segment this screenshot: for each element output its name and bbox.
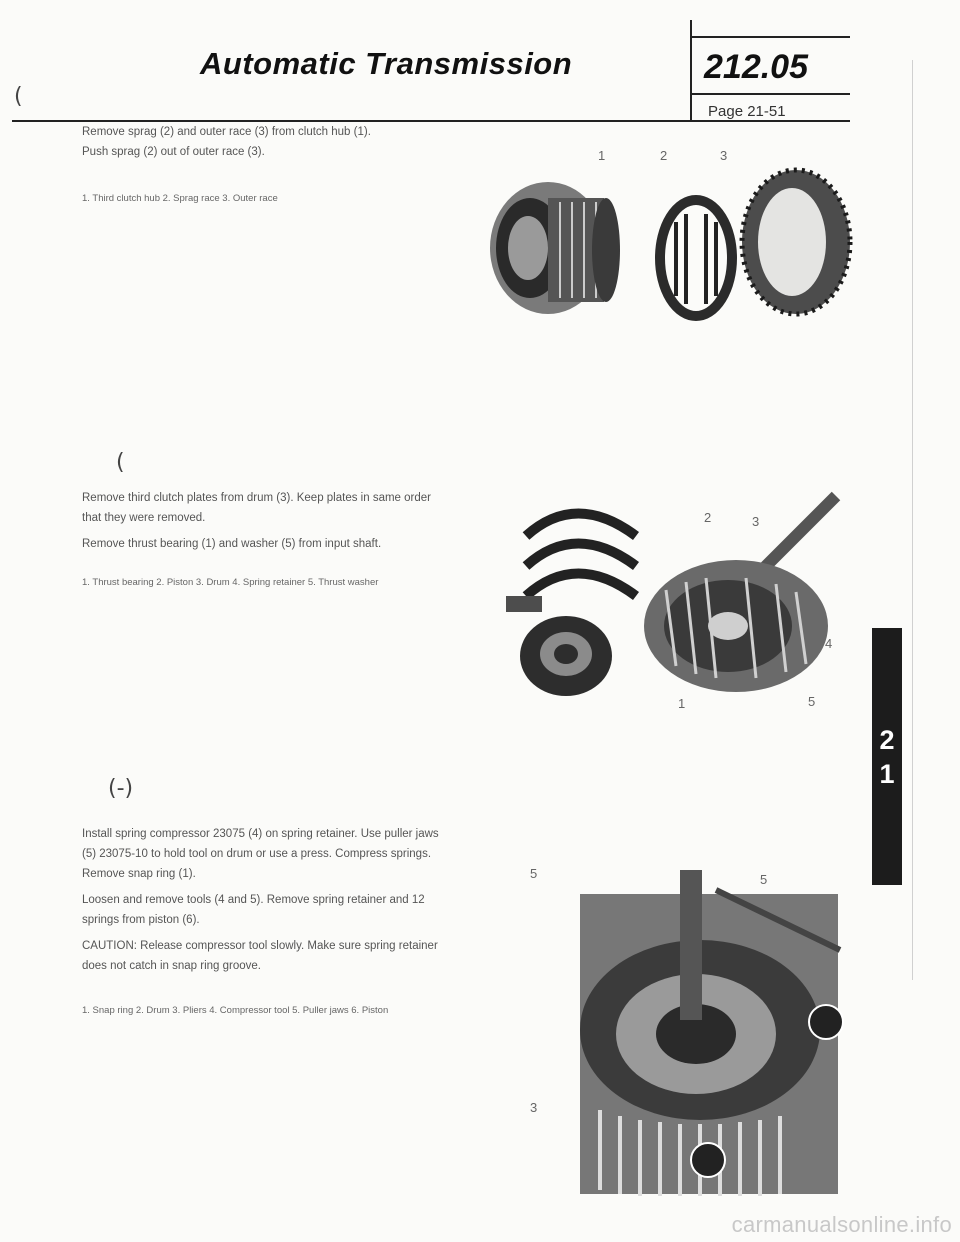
chapter-tab-digit: 2	[879, 724, 895, 755]
figure-2-callout: 1	[678, 696, 686, 711]
step-3-text	[82, 824, 454, 976]
step-3-caution: CAUTION: Release compressor tool slowly. Make sure spring retainer does not catch in snap ring groove.	[82, 940, 438, 972]
section-number: 212.05	[704, 48, 808, 86]
figure-clutch-plates-drum	[496, 486, 856, 706]
figure-2-callout: 5	[808, 694, 816, 709]
step-1-paragraph: Remove sprag (2) and outer race (3) from clutch hub (1).	[82, 126, 371, 138]
header-divider-vertical	[690, 20, 692, 120]
step-marker-3: (-)	[108, 776, 134, 801]
header-rule-top	[690, 36, 850, 38]
chapter-title: Automatic Transmission	[200, 46, 573, 81]
figure-1-callout: 2	[660, 148, 668, 163]
step-2-paragraph: Remove third clutch plates from drum (3). Keep plates in same order that they were removed.	[82, 492, 431, 524]
step-2-text	[82, 488, 452, 554]
figure-2-callout: 4	[825, 636, 833, 651]
watermark-logo: carmanualsonline.info	[731, 1212, 952, 1237]
step-3-caption: 1. Snap ring 2. Drum 3. Pliers 4. Compressor tool 5. Puller jaws 6. Piston	[82, 1005, 389, 1016]
step-3-paragraph: Loosen and remove tools (4 and 5). Remove spring retainer and 12 springs from piston (6).	[82, 894, 425, 926]
page-edge-line	[912, 60, 913, 980]
chapter-tab	[872, 628, 902, 885]
page-reference: Page 21-51	[708, 103, 786, 120]
step-marker-1: (	[14, 84, 23, 109]
figure-spring-compressor-drum	[540, 870, 850, 1216]
figure-3-callout: 5	[530, 866, 538, 881]
step-1-caption: 1. Third clutch hub 2. Sprag race 3. Outer race	[82, 193, 278, 204]
figure-3-callout: 5	[760, 872, 768, 887]
step-1-paragraph: Push sprag (2) out of outer race (3).	[82, 146, 265, 158]
figure-1-callout: 3	[720, 148, 728, 163]
step-marker-2: (	[116, 450, 125, 475]
header-rule-mid	[691, 93, 850, 95]
step-3-paragraph: Install spring compressor 23075 (4) on spring retainer. Use puller jaws (5) 23075-10 to hold tool on drum or use a press. Compress springs. Remove snap ring (1).	[82, 828, 439, 880]
figure-3-callout: 3	[530, 1100, 538, 1115]
figure-clutch-hub-sprag-outer-race	[478, 158, 868, 348]
step-2-caption: 1. Thrust bearing 2. Piston 3. Drum 4. Spring retainer 5. Thrust washer	[82, 577, 379, 588]
step-1-text	[82, 122, 442, 162]
figure-1-callout: 1	[598, 148, 606, 163]
figure-2-callout: 3	[752, 514, 760, 529]
figure-2-callout: 2	[704, 510, 712, 525]
chapter-tab-digit: 1	[879, 758, 895, 789]
step-2-paragraph: Remove thrust bearing (1) and washer (5) from input shaft.	[82, 538, 382, 550]
